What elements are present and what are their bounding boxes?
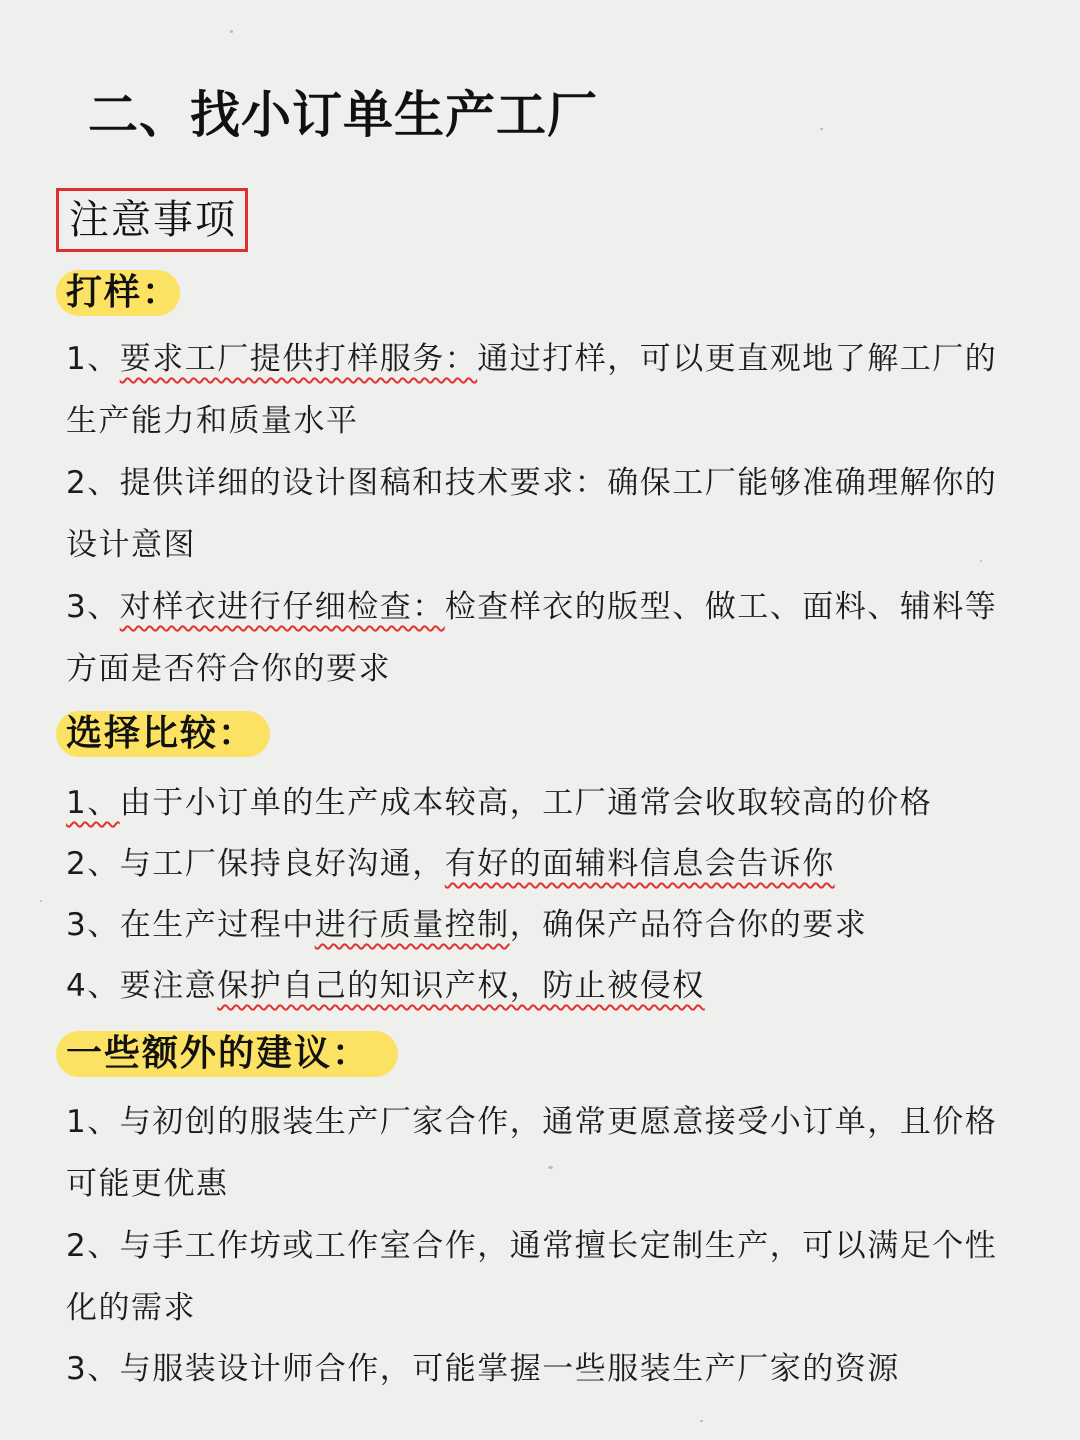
section-heading-sample: 打样： <box>66 272 181 313</box>
list-item: 3、与服装设计师合作，可能掌握一些服装生产厂家的资源 <box>66 1351 900 1387</box>
emphasis: 进行质量控制 <box>314 907 510 943</box>
notice-label: 注意事项 <box>56 188 248 252</box>
section-heading-extra: 一些额外的建议： <box>66 1033 371 1074</box>
emphasis: 保护自己的知识产权，防止被侵权 <box>217 968 705 1004</box>
paper-speck <box>820 128 823 130</box>
page-title: 二、找小订单生产工厂 <box>88 86 598 144</box>
list-item: 2、与工厂保持良好沟通，有好的面辅料信息会告诉你 <box>66 846 835 882</box>
emphasis: 有好的面辅料信息会告诉你 <box>444 846 835 882</box>
paper-speck <box>40 900 42 902</box>
emphasis: 1、 <box>66 785 120 821</box>
list-item: 1、由于小订单的生产成本较高，工厂通常会收取较高的价格 <box>66 785 933 821</box>
list-item: 2、与手工作坊或工作室合作，通常擅长定制生产，可以满足个性化的需求 <box>66 1228 998 1326</box>
list-item: 1、与初创的服装生产厂家合作，通常更愿意接受小订单，且价格可能更优惠 <box>66 1104 998 1202</box>
paper-speck <box>230 30 233 33</box>
emphasis: 要求工厂提供打样服务： <box>119 341 478 377</box>
emphasis: 对样衣进行仔细检查： <box>119 589 445 625</box>
list-item: 3、在生产过程中进行质量控制，确保产品符合你的要求 <box>66 907 868 943</box>
list-item: 2、提供详细的设计图稿和技术要求：确保工厂能够准确理解你的设计意图 <box>66 465 998 563</box>
list-item: 3、对样衣进行仔细检查：检查样衣的版型、做工、面料、辅料等方面是否符合你的要求 <box>66 589 998 687</box>
list-item: 4、要注意保护自己的知识产权，防止被侵权 <box>66 968 705 1004</box>
section-heading-compare: 选择比较： <box>66 713 257 754</box>
list-item: 1、要求工厂提供打样服务：通过打样，可以更直观地了解工厂的生产能力和质量水平 <box>66 341 998 439</box>
paper-speck <box>700 1420 703 1422</box>
